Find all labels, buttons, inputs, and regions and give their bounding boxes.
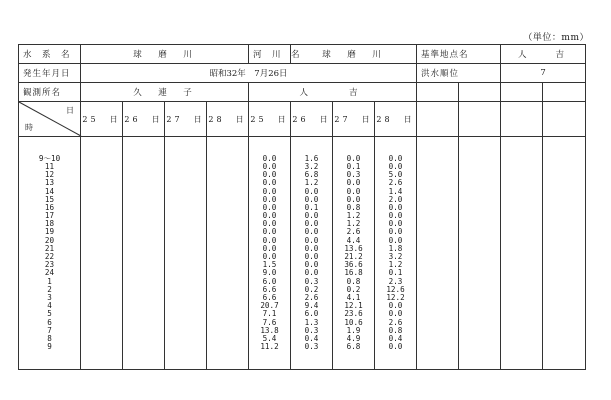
value-cell: 6.6 [262,284,277,294]
value-cell: 9.0 [262,268,277,278]
value-cell: 4.4 [346,235,361,245]
base-point-label: 基準地点名 [417,45,501,64]
value-cell: 9.4 [304,301,319,311]
value-cell: 0.0 [304,211,319,221]
value-cell: 11 [44,161,55,171]
hour-column [19,137,81,370]
value-cell: 0.0 [388,202,403,212]
day-header: 28 日 [207,102,249,137]
value-cell: 1.4 [388,186,403,196]
value-cell: 6 [47,317,52,327]
value-cell: 0.0 [262,219,277,229]
value-cell: 6.0 [262,276,277,286]
value-cell: 17 [44,211,55,221]
value-cell: 23.6 [344,309,363,319]
day-hour-corner [19,102,81,137]
value-cell: 0.0 [304,252,319,261]
value-cell: 6.0 [304,309,319,319]
day-header: 28 日 [375,102,417,137]
value-cell: 0.3 [304,342,319,352]
empty-column [417,137,459,370]
value-cell: 5.4 [262,333,277,343]
value-cell: 1.9 [346,325,361,335]
value-cell: 1.2 [346,211,361,221]
value-cell: 9〜10 [38,153,61,163]
value-cell: 0.0 [262,227,277,237]
value-cell: 19 [44,227,55,237]
value-cell: 0.0 [304,219,319,229]
day-header: 27 日 [165,102,207,137]
value-cell: 18 [44,219,55,229]
station-label: 観測所名 [19,83,81,102]
value-cell: 1.3 [304,317,319,327]
value-cell: 4 [47,301,52,311]
blank-header [459,102,501,137]
value-cell: 1.6 [304,153,319,163]
value-cell: 12.6 [386,284,405,294]
value-cell: 20.7 [260,301,279,311]
corner-day-label: 日 [66,106,74,115]
value-cell: 3.2 [388,252,403,261]
value-cell: 0.0 [262,211,277,221]
value-cell: 2.6 [346,227,361,237]
value-cell: 0.0 [346,194,361,204]
value-cell: 10.6 [344,317,363,327]
value-cell: 0.3 [346,170,361,180]
value-cell: 21 [44,243,55,253]
hitoyoshi-26-column [291,137,333,370]
day-header: 25 日 [81,102,123,137]
value-cell: 0.0 [346,153,361,163]
value-cell: 23 [44,260,55,270]
value-cell: 5 [47,309,52,319]
kureko-28-column [207,137,249,370]
value-cell: 0.0 [388,153,403,163]
date-value: 昭和32年 7月26日 [81,64,417,83]
value-cell: 2.3 [388,276,403,286]
value-cell: 0.0 [304,235,319,245]
value-cell: 0.0 [388,227,403,237]
hitoyoshi-27-column [333,137,375,370]
value-cell: 0.0 [262,186,277,196]
value-cell: 0.0 [388,235,403,245]
value-cell: 2.6 [388,317,403,327]
value-cell: 3 [47,292,52,302]
value-cell: 0.8 [388,325,403,335]
empty-column [501,137,543,370]
value-cell: 12 [44,170,55,180]
value-cell: 0.4 [304,333,319,343]
value-cell: 0.0 [262,243,277,253]
empty-column [459,137,501,370]
value-cell: 1.2 [388,260,403,270]
value-cell: 20 [44,235,55,245]
value-cell: 2.0 [388,194,403,204]
day-header: 26 日 [291,102,333,137]
value-cell: 0.0 [346,186,361,196]
river-label: 河 川 名 [249,45,291,64]
kureko-26-column [123,137,165,370]
value-cell: 1.8 [388,243,403,253]
value-cell: 6.8 [346,342,361,352]
value-cell: 6.6 [262,292,277,302]
water-system-value: 球 磨 川 [81,45,249,64]
value-cell: 5.0 [388,170,403,180]
value-cell: 4.9 [346,333,361,343]
day-header: 25 日 [249,102,291,137]
value-cell: 1.2 [304,178,319,188]
value-cell: 1 [47,276,52,286]
value-cell: 7 [47,325,52,335]
base-point-value: 人 吉 [501,45,586,64]
rainfall-table [18,44,586,370]
value-cell: 0.2 [304,284,319,294]
value-cell: 0.8 [346,202,361,212]
value-cell: 0.0 [262,153,277,163]
value-cell: 3.2 [304,161,319,171]
value-cell: 8 [47,333,52,343]
empty-column [543,137,586,370]
hitoyoshi-25-column [249,137,291,370]
value-cell: 0.0 [388,309,403,319]
value-cell: 13.6 [344,243,363,253]
flood-rank-value: 7 [501,64,586,83]
value-cell: 16 [44,202,55,212]
value-cell: 16.8 [344,268,363,278]
value-cell: 0.0 [388,301,403,311]
value-cell: 7.1 [262,309,277,319]
value-cell: 15 [44,194,55,204]
value-cell: 0.0 [304,243,319,253]
value-cell: 0.0 [388,342,403,352]
value-cell: 0.1 [346,161,361,171]
value-cell: 0.0 [388,161,403,171]
value-cell: 36.6 [344,260,363,270]
blank-header [543,102,586,137]
value-cell: 0.2 [346,284,361,294]
station-empty-3 [501,83,543,102]
blank-header [501,102,543,137]
unit-note: （単位：mm） [523,33,589,43]
value-cell: 0.3 [304,276,319,286]
value-cell: 0.0 [262,170,277,180]
value-cell: 4.1 [346,292,361,302]
station-kureko: 久 連 子 [81,83,249,102]
value-cell: 0.0 [388,211,403,221]
flood-rank-label: 洪水順位 [417,64,501,83]
station-empty-2 [459,83,501,102]
value-cell: 0.3 [304,325,319,335]
value-cell: 0.0 [304,227,319,237]
value-cell: 13 [44,178,55,188]
value-cell: 2 [47,284,52,294]
value-cell: 2.6 [304,292,319,302]
value-cell: 14 [44,186,55,196]
kureko-25-column [81,137,123,370]
value-cell: 0.0 [262,252,277,261]
value-cell: 0.0 [304,194,319,204]
day-header: 27 日 [333,102,375,137]
corner-hour-label: 時 [25,123,33,132]
value-cell: 11.2 [260,342,279,352]
value-cell: 12.1 [344,301,363,311]
value-cell: 0.1 [388,268,403,278]
value-cell: 22 [44,252,55,261]
value-cell: 0.0 [262,194,277,204]
value-cell: 0.0 [388,219,403,229]
value-cell: 0.0 [262,178,277,188]
hitoyoshi-28-column [375,137,417,370]
value-cell: 24 [44,268,55,278]
value-cell: 9 [47,342,52,352]
value-cell: 7.6 [262,317,277,327]
value-cell: 0.0 [304,260,319,270]
date-label: 発生年月日 [19,64,81,83]
day-header: 26 日 [123,102,165,137]
value-cell: 0.0 [262,202,277,212]
station-empty-1 [417,83,459,102]
value-cell: 0.0 [262,161,277,171]
kureko-27-column [165,137,207,370]
river-value: 球 磨 川 [291,45,417,64]
station-hitoyoshi: 人 吉 [249,83,417,102]
water-system-label: 水 系 名 [19,45,81,64]
value-cell: 0.8 [346,276,361,286]
value-cell: 2.6 [388,178,403,188]
value-cell: 1.2 [346,219,361,229]
value-cell: 21.2 [344,252,363,261]
value-cell: 13.8 [260,325,279,335]
value-cell: 0.0 [346,178,361,188]
value-cell: 0.4 [388,333,403,343]
value-cell: 6.8 [304,170,319,180]
value-cell: 1.5 [262,260,277,270]
value-cell: 0.0 [304,186,319,196]
blank-header [417,102,459,137]
value-cell: 12.2 [386,292,405,302]
value-cell: 0.1 [304,202,319,212]
value-cell: 0.0 [304,268,319,278]
station-empty-4 [543,83,586,102]
value-cell: 0.0 [262,235,277,245]
